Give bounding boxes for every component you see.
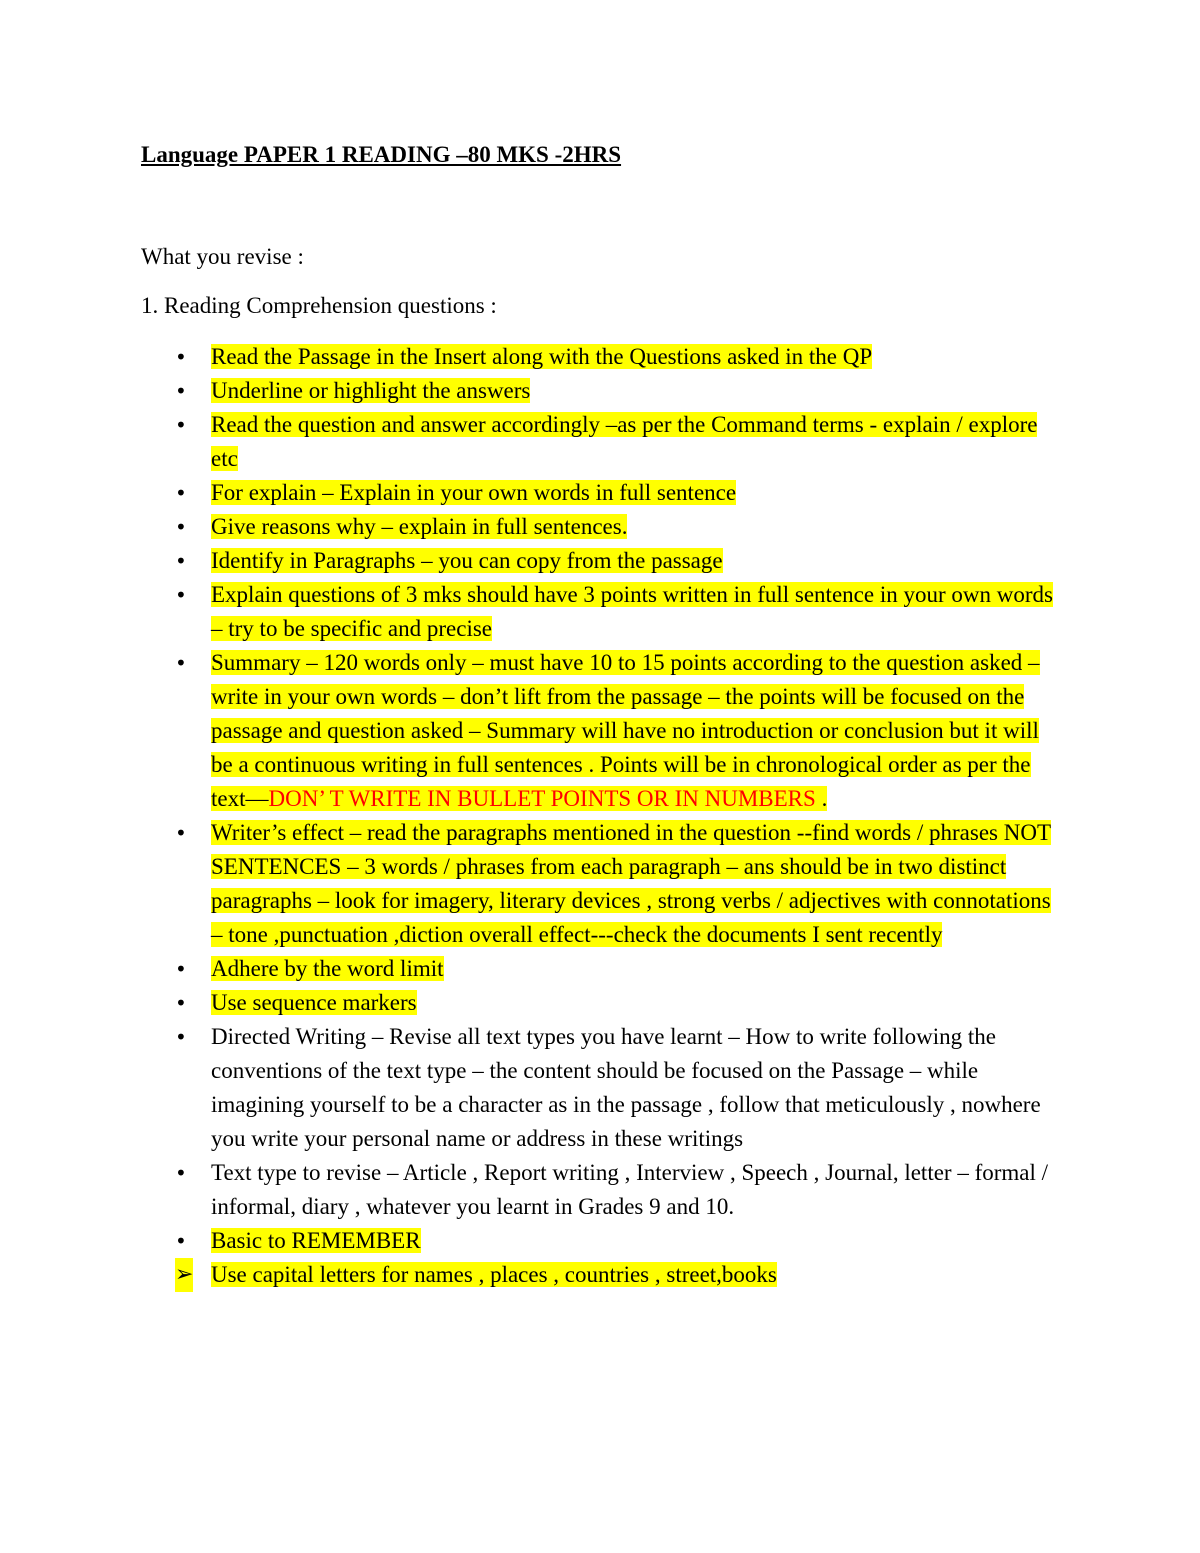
list-item-text: Read the question and answer accordingly –as per the Command terms - explain / explore etc	[211, 412, 1038, 471]
list-item-text: Underline or highlight the answers	[211, 378, 531, 403]
list-item	[0, 578, 1057, 646]
list-item-text: Identify in Paragraphs – you can copy from the passage	[211, 548, 723, 573]
bullet-icon: •	[175, 1229, 187, 1253]
bullet-icon: •	[175, 345, 187, 369]
bullet-icon: •	[175, 583, 187, 607]
arrow-bullet-icon: ➢	[175, 1258, 193, 1292]
bullet-icon: •	[175, 515, 187, 539]
list-item	[0, 986, 1057, 1020]
list-item-text: Writer’s effect – read the paragraphs mentioned in the question --find words / phrases NOT SENTENCES – 3 words / phrases from each paragraph – ans should be in two distinct paragraphs – look for imagery, literary devices , strong verbs / adjectives with connotations – tone ,punctuation ,diction overall effect---check the documents I sent recently	[211, 820, 1052, 947]
list-item	[0, 816, 1057, 952]
bullet-icon: •	[175, 991, 187, 1015]
list-item	[0, 408, 1057, 476]
bullet-icon: •	[175, 651, 187, 675]
list-item	[0, 646, 1057, 816]
bullet-icon: •	[175, 957, 187, 981]
bullet-icon: •	[175, 1161, 187, 1185]
list-item-text: Use sequence markers	[211, 990, 417, 1015]
revise-label: What you revise :	[141, 244, 304, 269]
list-item	[0, 340, 1057, 374]
revision-bullet-list	[0, 340, 1200, 1292]
bullet-icon: •	[175, 413, 187, 437]
list-item	[0, 544, 1057, 578]
bullet-icon: •	[175, 549, 187, 573]
list-item-tail: .	[815, 786, 828, 811]
list-item-text: Adhere by the word limit	[211, 956, 444, 981]
warning-text: DON’ T WRITE IN BULLET POINTS OR IN NUMBERS	[268, 786, 816, 811]
bullet-icon: •	[175, 1025, 187, 1049]
list-item-text: Explain questions of 3 mks should have 3 points written in full sentence in your own words – try to be specific and precise	[211, 582, 1053, 641]
list-item-text: Use capital letters for names , places , countries , street,books	[211, 1262, 777, 1287]
bullet-icon: •	[175, 379, 187, 403]
list-item	[0, 476, 1057, 510]
list-item	[0, 1224, 1057, 1258]
list-item	[0, 374, 1057, 408]
list-item-text: Basic to REMEMBER	[211, 1228, 421, 1253]
page-title: Language PAPER 1 READING –80 MKS -2HRS	[141, 142, 622, 167]
list-item-text: Directed Writing – Revise all text types you have learnt – How to write following the conventions of the text type – the content should be focused on the Passage – while imagining yourself to be a character as in the passage , follow that meticulously , nowhere you write your personal name or address in these writings	[211, 1024, 1041, 1151]
list-item	[0, 1020, 1057, 1156]
list-item-text: Read the Passage in the Insert along with the Questions asked in the QP	[211, 344, 873, 369]
list-item-text: Summary – 120 words only – must have 10 to 15 points according to the question asked – write in your own words – don’t lift from the passage – the points will be focused on the passage and question asked – Summary will have no introduction or conclusion but it will be a continuous writing in full sentences . Points will be in chronological order as per the text—	[211, 650, 1040, 811]
bullet-icon: •	[175, 821, 187, 845]
list-item	[0, 1156, 1057, 1224]
section-heading: 1. Reading Comprehension questions :	[141, 293, 497, 318]
list-item-text: Give reasons why – explain in full sentences.	[211, 514, 628, 539]
list-item	[0, 952, 1057, 986]
list-item-text: For explain – Explain in your own words in full sentence	[211, 480, 737, 505]
list-item	[0, 510, 1057, 544]
list-item	[0, 1258, 1057, 1292]
list-item-text: Text type to revise – Article , Report writing , Interview , Speech , Journal, letter – formal / informal, diary , whatever you learnt in Grades 9 and 10.	[211, 1160, 1049, 1219]
bullet-icon: •	[175, 481, 187, 505]
